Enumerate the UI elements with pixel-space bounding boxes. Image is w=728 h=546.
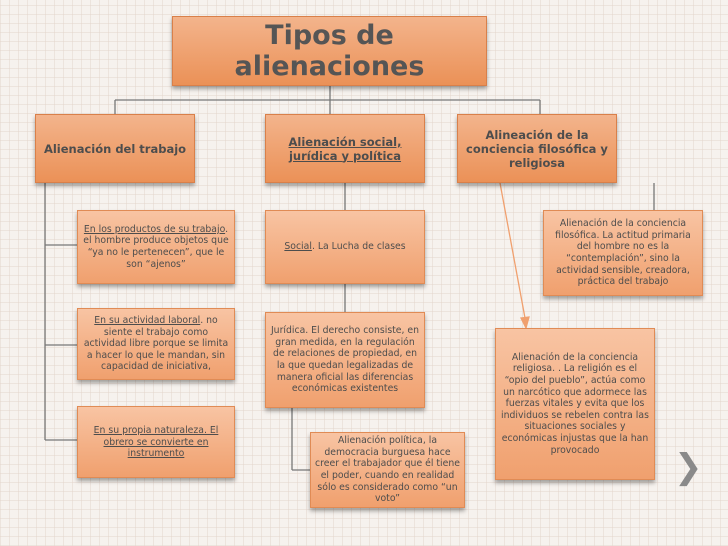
header-alienacion-conciencia: Alineación de la conciencia filosófica y religiosa — [457, 114, 617, 183]
leaf-conciencia-religiosa — [495, 328, 655, 480]
header-alienacion-social-text: Alienación social, jurídica y política — [288, 134, 402, 163]
leaf-actividad-laboral — [77, 308, 235, 380]
leaf-social — [265, 210, 425, 284]
leaf-productos-trabajo — [77, 210, 235, 284]
leaf-text: Alienación de la conciencia religiosa. . La religión es el “opio del pueblo”, actúa como un narcótico que adormece las fuerzas vitales y evita que los individuos se rebelen contra las situaciones sociales y económicas injustas que la han provocado — [501, 351, 649, 456]
diagram-title: Tipos de alienaciones — [172, 16, 487, 86]
leaf-text: Alienación política, la democracia burguesa hace creer el trabajador que él tiene el poder, cuando en realidad sólo es considerado como “un voto” — [315, 435, 460, 505]
leaf-propia-naturaleza — [77, 406, 235, 478]
leaf-politica — [310, 432, 465, 508]
leaf-text-link: Social — [284, 241, 312, 253]
leaf-conciencia-filosofica — [543, 210, 703, 296]
header-alienacion-social — [265, 114, 425, 183]
leaf-text-link: En su actividad laboral — [94, 315, 201, 327]
header-alienacion-trabajo: Alienación del trabajo — [35, 114, 195, 183]
leaf-text-link: En su propia naturaleza. El obrero se convierte en instrumento — [93, 425, 219, 460]
leaf-text: Jurídica. El derecho consiste, en gran medida, en la regulación de relaciones de propiedad, en la que quedan legalizadas de manera oficial las diferencias económicas existentes — [270, 325, 420, 395]
leaf-juridica — [265, 312, 425, 408]
leaf-text: . La Lucha de clases — [311, 241, 406, 253]
leaf-text: . no siente el trabajo como actividad libre porque se limita a hacer lo que le mandan, sin capacidad de iniciativa, — [83, 315, 229, 373]
leaf-text: Alienación de la conciencia filosófica. La actitud primaria del hombre no es la “contemplación”, sino la actividad sensible, creadora, práctica del trabajo — [555, 218, 691, 288]
leaf-text: . el hombre produce objetos que “ya no le pertenecen”, que le son “ajenos” — [83, 223, 229, 270]
chevron-right-icon[interactable]: ❯ — [674, 447, 703, 487]
leaf-text-link: En los productos de su trabajo — [83, 223, 226, 235]
